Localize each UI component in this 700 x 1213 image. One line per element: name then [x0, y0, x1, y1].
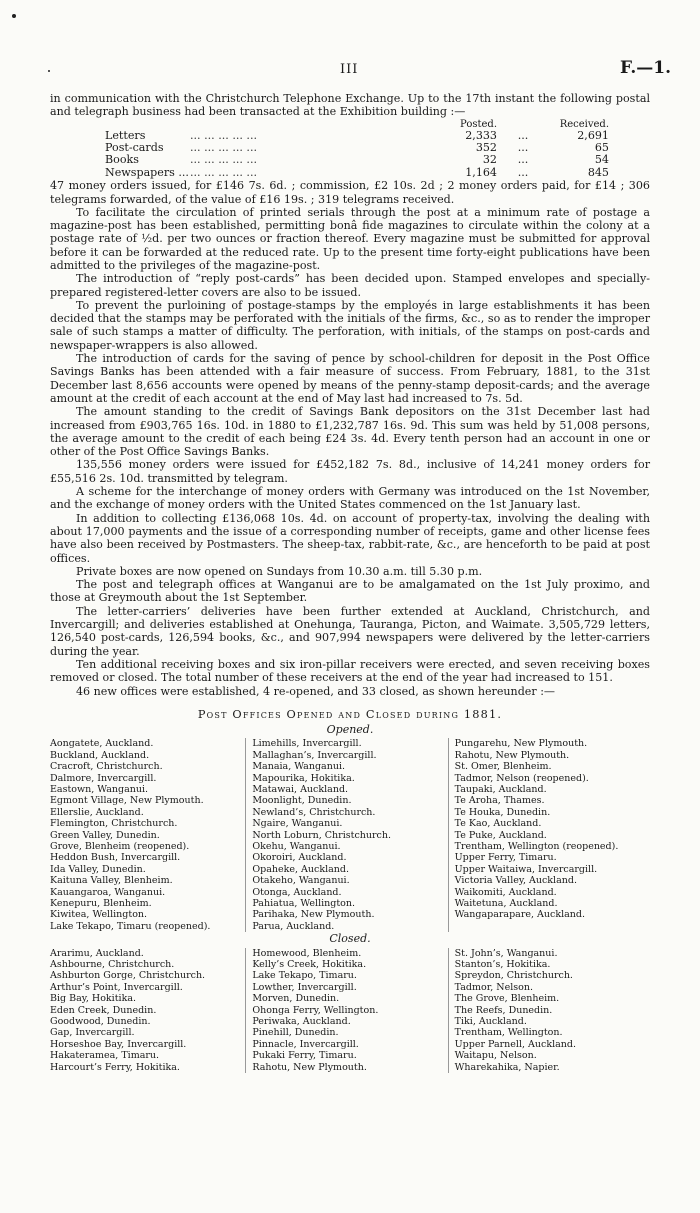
office-list-item: Aongatete, Auckland.: [50, 738, 154, 750]
money-orders-issued-paragraph: 135,556 money orders were issued for £452,182 7s. 8d., inclusive of 14,241 money orders for £55,516 2s. 10d. transmitted by telegram.: [50, 458, 650, 485]
received-value: 845: [587, 165, 609, 179]
office-list-item: Periwaka, Auckland.: [252, 1016, 351, 1028]
posted-value: 352: [475, 141, 497, 154]
office-list-item: St. Omer, Blenheim.: [454, 761, 552, 773]
page-number: III: [340, 62, 359, 77]
office-list-item: Kelly’s Creek, Hokitika.: [252, 959, 367, 970]
document-reference: F.—1.: [620, 58, 672, 78]
office-list-item: Limehills, Invercargill.: [252, 738, 362, 750]
closed-offices-list: [50, 948, 650, 1073]
office-list-item: Victoria Valley, Auckland.: [454, 875, 577, 887]
office-list-item: Ashbourne, Christchurch.: [50, 959, 175, 970]
separator-dots: ...: [517, 153, 529, 167]
reply-post-cards-paragraph: The introduction of “reply post-cards” has been decided upon. Stamped envelopes and specially-prepared registered-letter covers are also to be issued.: [50, 272, 650, 299]
opened-column-2: [245, 738, 447, 932]
office-list-item: The Grove, Blenheim.: [454, 993, 560, 1005]
opened-column-1: [50, 738, 245, 932]
office-list-item: Wangaparapare, Auckland.: [454, 909, 585, 921]
office-list-item: Otonga, Auckland.: [252, 886, 342, 898]
office-list-item: Ararimu, Auckland.: [50, 947, 144, 959]
posted-value: 32: [482, 153, 497, 167]
office-list-item: Ida Valley, Dunedin.: [50, 863, 146, 875]
office-list-item: Goodwood, Dunedin.: [50, 1016, 151, 1028]
office-list-item: Trentham, Wellington (reopened).: [454, 841, 619, 853]
table-row: [105, 154, 609, 166]
row-label: Letters: [105, 128, 146, 142]
office-list-item: The Reefs, Dunedin.: [454, 1004, 553, 1016]
office-list-item: Grove, Blenheim (reopened).: [50, 841, 190, 853]
leader-dots: ... ... ... ... ...: [190, 165, 258, 179]
office-list-item: Egmont Village, New Plymouth.: [50, 795, 204, 807]
office-list-item: Otakeho, Wanganui.: [252, 875, 350, 887]
office-list-item: Heddon Bush, Invercargill.: [50, 852, 181, 864]
office-list-item: St. John’s, Wanganui.: [454, 947, 558, 959]
office-list-item: Manaia, Wanganui.: [252, 761, 346, 773]
received-column-header: Received.: [559, 118, 609, 130]
office-list-item: Waitetuna, Auckland.: [454, 898, 558, 910]
office-list-item: Arthur’s Point, Invercargill.: [50, 981, 183, 993]
office-list-item: Stanton’s, Hokitika.: [454, 959, 551, 970]
office-list-item: Cracroft, Christchurch.: [50, 761, 163, 773]
germany-scheme-paragraph: A scheme for the interchange of money orders with Germany was introduced on the 1st November, and the exchange of money orders with the United States commenced on the 1st January last.: [50, 485, 650, 512]
office-list-item: Ohonga Ferry, Wellington.: [252, 1004, 379, 1016]
office-list-item: Okoroiri, Auckland.: [252, 852, 347, 864]
leader-dots: ... ... ... ... ...: [190, 128, 258, 142]
private-boxes-paragraph: Private boxes are now opened on Sundays from 10.30 a.m. till 5.30 p.m.: [76, 564, 483, 578]
office-list-item: Buckland, Auckland.: [50, 749, 150, 761]
exhibition-business-table: [105, 119, 609, 180]
office-list-item: Green Valley, Dunedin.: [50, 829, 160, 841]
office-list-item: Kauangaroa, Wanganui.: [50, 886, 166, 898]
opened-heading: Opened.: [326, 723, 374, 737]
office-list-item: Tadmor, Nelson.: [454, 981, 533, 993]
table-row: [105, 142, 609, 154]
office-list-item: Taupaki, Auckland.: [454, 784, 547, 796]
office-list-item: Homewood, Blenheim.: [252, 947, 362, 959]
closed-column-2: [245, 948, 447, 1073]
office-list-item: Te Puke, Auckland.: [454, 829, 547, 841]
office-list-item: Flemington, Christchurch.: [50, 818, 178, 830]
table-row: [105, 130, 609, 142]
row-label: Post-cards: [105, 141, 164, 154]
office-list-item: Te Aroha, Thames.: [454, 795, 545, 807]
office-list-item: Ngaire, Wanganui.: [252, 818, 343, 830]
office-list-item: Okehu, Wanganui.: [252, 841, 341, 853]
separator-dots: ...: [517, 165, 529, 179]
office-list-item: Pahiatua, Wellington.: [252, 898, 356, 910]
office-list-item: Moonlight, Dunedin.: [252, 795, 352, 807]
property-tax-paragraph: In addition to collecting £136,068 10s. 4d. on account of property-tax, involving the dealing with about 17,000 payments and the issue of a corresponding number of receipts, game and other license fees have also been received by Postmasters. The sheep-tax, rabbit-rate, &c., are henceforth to be paid at post offices.: [50, 511, 650, 565]
office-list-item: Gap, Invercargill.: [50, 1027, 135, 1039]
page-body: [50, 92, 650, 1073]
office-list-item: Opaheke, Auckland.: [252, 863, 349, 875]
table-header-row: [105, 119, 609, 130]
new-offices-paragraph: 46 new offices were established, 4 re-opened, and 33 closed, as shown hereunder :—: [76, 684, 556, 698]
office-list-item: Pungarehu, New Plymouth.: [454, 738, 588, 750]
wanganui-offices-paragraph: The post and telegraph offices at Wanganui are to be amalgamated on the 1st July proximo, and those at Greymouth about the 1st September.: [50, 578, 650, 605]
office-list-item: Mapourika, Hokitika.: [252, 772, 355, 784]
office-list-item: Waitapu, Nelson.: [454, 1050, 537, 1062]
office-list-item: Lake Tekapo, Timaru.: [252, 970, 357, 982]
office-list-item: Lake Tekapo, Timaru (reopened).: [50, 920, 211, 932]
intro-paragraph: in communication with the Christchurch Telephone Exchange. Up to the 17th instant the following postal and telegraph business had been transacted at the Exhibition building :—: [50, 92, 650, 119]
office-list-item: Spreydon, Christchurch.: [454, 970, 573, 982]
closed-column-3: [448, 948, 650, 1073]
opened-offices-list: [50, 738, 650, 932]
office-list-item: Morven, Dunedin.: [252, 993, 340, 1005]
office-list-item: Pinnacle, Invercargill.: [252, 1038, 359, 1050]
office-list-item: Trentham, Wellington.: [454, 1027, 563, 1039]
office-list-item: Newland’s, Christchurch.: [252, 806, 376, 818]
offices-section-title: Post Offices Opened and Closed during 1881.: [197, 707, 503, 721]
office-list-item: Mallaghan’s, Invercargill.: [252, 749, 377, 761]
table-row: [105, 167, 609, 179]
office-list-item: Upper Parnell, Auckland.: [454, 1038, 577, 1050]
office-list-item: Dalmore, Invercargill.: [50, 772, 157, 784]
leader-dots: ... ... ... ... ...: [190, 141, 258, 154]
separator-dots: ...: [517, 141, 529, 154]
office-list-item: Parua, Auckland.: [252, 920, 335, 932]
office-list-item: Lowther, Invercargill.: [252, 981, 357, 993]
office-list-item: Te Houka, Dunedin.: [454, 806, 551, 818]
office-list-item: Ashburton Gorge, Christchurch.: [50, 970, 206, 982]
office-list-item: Pinehill, Dunedin.: [252, 1027, 339, 1039]
margin-tick-mark: [48, 70, 50, 72]
closed-heading: Closed.: [329, 932, 371, 946]
leader-dots: ... ... ... ... ...: [190, 153, 258, 167]
office-list-item: Tadmor, Nelson (reopened).: [454, 772, 589, 784]
office-list-item: Upper Ferry, Timaru.: [454, 852, 557, 864]
stamp-perforation-paragraph: To prevent the purloining of postage-stamps by the employés in large establishments it has been decided that the stamps may be perforated with the initials of the firms, &c., so as to render the improper sale of such stamps a matter of difficulty. The perforation, with initials, of the stamps on post-cards and newspaper-wrappers is also allowed.: [50, 298, 650, 352]
office-list-item: Waikomiti, Auckland.: [454, 886, 557, 898]
office-list-item: Big Bay, Hokitika.: [50, 993, 137, 1005]
received-value: 54: [594, 153, 609, 167]
posted-value: 1,164: [465, 165, 497, 179]
office-list-item: Upper Waitaiwa, Invercargill.: [454, 863, 598, 875]
office-list-item: Rahotu, New Plymouth.: [454, 749, 570, 761]
office-list-item: Eastown, Wanganui.: [50, 784, 149, 796]
office-list-item: Parihaka, New Plymouth.: [252, 909, 375, 921]
savings-bank-paragraph: The amount standing to the credit of Savings Bank depositors on the 31st December last had increased from £903,765 16s. 10d. in 1880 to £1,232,787 16s. 9d. This sum was held by 51,008 persons, the average amount to the credit of each being £24 3s. 4d. Every tenth person had an account in one or other of the Post Office Savings Banks.: [50, 405, 650, 459]
received-value: 65: [594, 141, 609, 154]
margin-bullet-mark: [12, 14, 16, 18]
posted-column-header: Posted.: [460, 118, 497, 130]
office-list-item: Horseshoe Bay, Invercargill.: [50, 1038, 187, 1050]
office-list-item: Pukaki Ferry, Timaru.: [252, 1050, 357, 1062]
posted-value: 2,333: [465, 128, 497, 142]
office-list-item: Ellerslie, Auckland.: [50, 806, 144, 818]
received-value: 2,691: [577, 128, 609, 142]
row-label: Books: [105, 153, 139, 167]
closed-column-1: [50, 948, 245, 1073]
opened-column-3: [448, 738, 650, 932]
office-list-item: Harcourt’s Ferry, Hokitika.: [50, 1061, 180, 1073]
office-list-item: Te Kao, Auckland.: [454, 818, 542, 830]
office-list-item: Kaituna Valley, Blenheim.: [50, 875, 173, 887]
money-orders-paragraph: 47 money orders issued, for £146 7s. 6d. ; commission, £2 10s. 2d ; 2 money orders paid, for £14 ; 306 telegrams forwarded, of the value of £16 19s. ; 319 telegrams received.: [50, 179, 650, 206]
office-list-item: Kenepuru, Blenheim.: [50, 898, 152, 910]
separator-dots: ...: [517, 128, 529, 142]
row-label: Newspapers ...: [105, 165, 189, 179]
office-list-item: Hakateramea, Timaru.: [50, 1050, 160, 1062]
office-list-item: Wharekahika, Napier.: [454, 1061, 560, 1073]
letter-carriers-paragraph: The letter-carriers’ deliveries have been further extended at Auckland, Christchurch, and Invercargill; and deliveries established at Onehunga, Tauranga, Picton, and Waimate. 3,505,729 letters, 126,540 post-cards, 126,594 books, &c., and 907,994 newspapers were delivered by the letter-carriers during the year.: [50, 604, 650, 658]
office-list-item: North Loburn, Christchurch.: [252, 829, 392, 841]
office-list-item: Eden Creek, Dunedin.: [50, 1004, 157, 1016]
penny-cards-paragraph: The introduction of cards for the saving of pence by school-children for deposit in the Post Office Savings Banks has been attended with a fair measure of success. From February, 1881, to the 31st December last 8,656 accounts were opened by means of the penny-stamp deposit-cards; and the average amount at the credit of each account at the end of May last had increased to 7s. 5d.: [50, 352, 650, 405]
office-list-item: Kiwitea, Wellington.: [50, 909, 148, 921]
office-list-item: Matawai, Auckland.: [252, 784, 349, 796]
magazine-post-paragraph: To facilitate the circulation of printed serials through the post at a minimum rate of postage a magazine-post has been established, permitting bonâ fide magazines to circulate within the colony at a postage rate of ½d. per two ounces or fraction thereof. Every magazine must be submitted for approval before it can be forwarded at the reduced rate. Up to the present time forty-eight publications have been admitted to the privileges of the magazine-post.: [50, 205, 650, 272]
office-list-item: Tiki, Auckland.: [454, 1016, 527, 1028]
office-list-item: Rahotu, New Plymouth.: [252, 1061, 367, 1073]
receiving-boxes-paragraph: Ten additional receiving boxes and six iron-pillar receivers were erected, and seven receiving boxes removed or closed. The total number of these receivers at the end of the year had increased to 151.: [50, 657, 650, 685]
